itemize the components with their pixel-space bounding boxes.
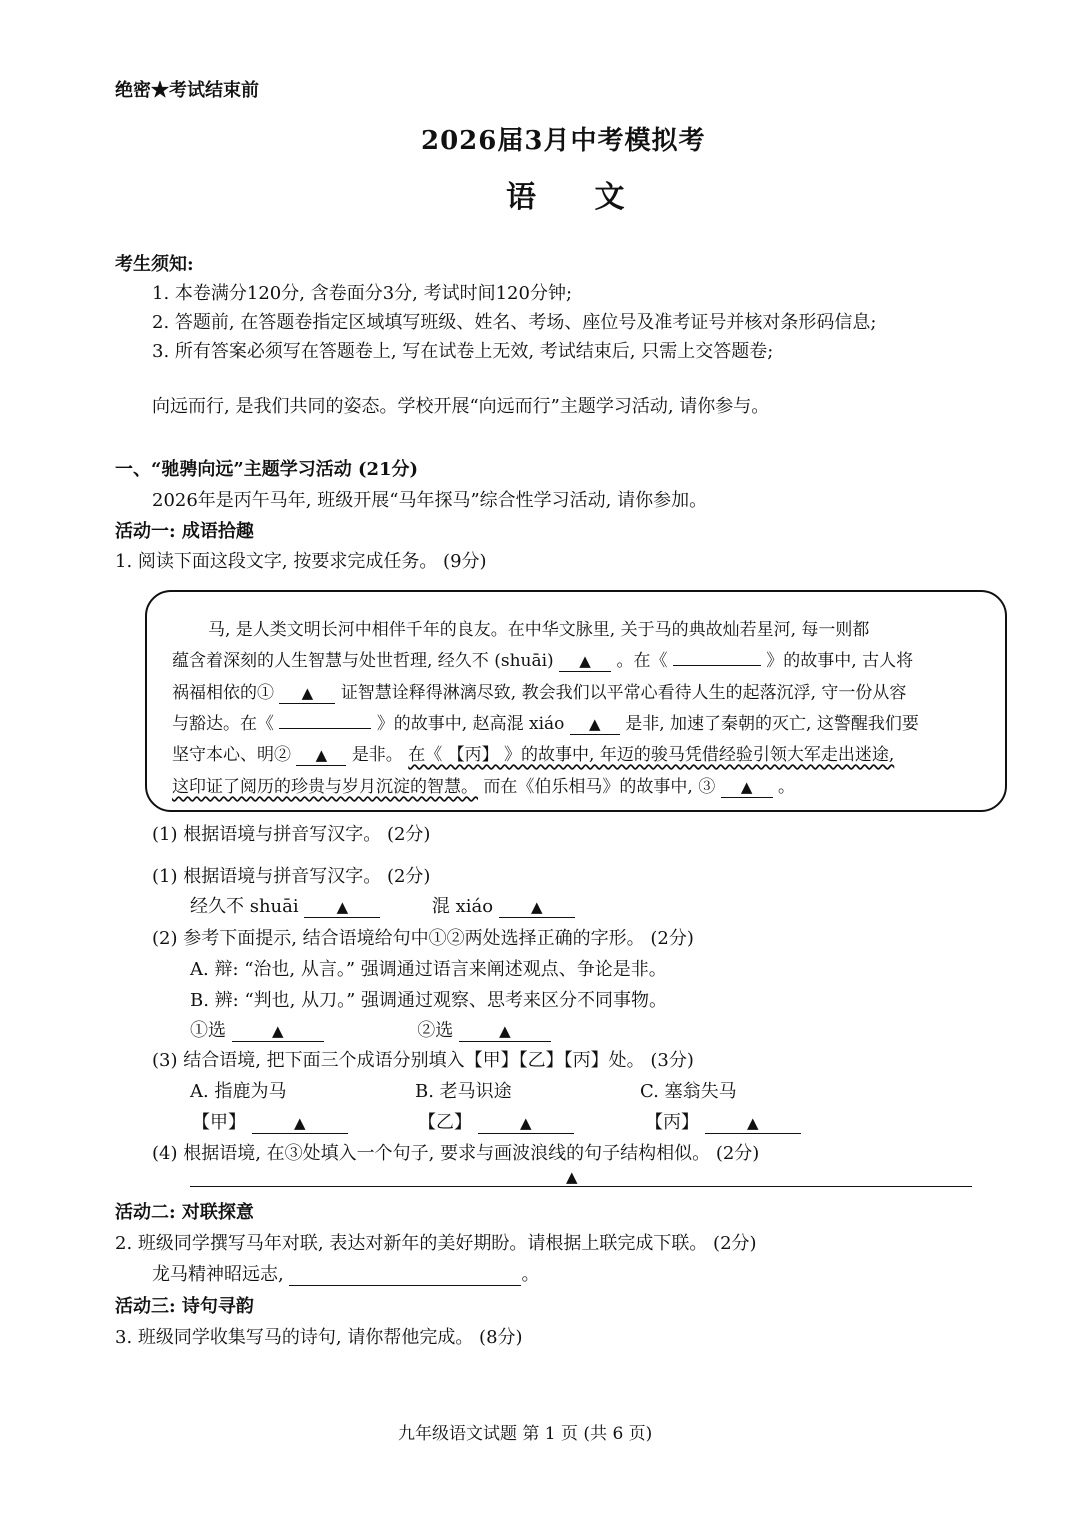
- answer-row-choice: ①选 ▲ ②选 ▲: [190, 1016, 551, 1042]
- activity2-title: 活动二: 对联探意: [115, 1202, 254, 1223]
- question-1-1-repeat: (1) 根据语境与拼音写汉字。 (2分): [152, 866, 431, 887]
- subject-title: 语 文: [506, 180, 649, 215]
- question-1-3: (3) 结合语境, 把下面三个成语分别填入【甲】【乙】【丙】处。 (3分): [152, 1050, 694, 1071]
- activity1-title: 活动一: 成语拾趣: [115, 521, 254, 542]
- answer-blank-couplet: [289, 1265, 521, 1286]
- instruction-item: 1. 本卷满分120分, 含卷面分3分, 考试时间120分钟;: [152, 283, 573, 304]
- couplet-row: 龙马精神昭远志, 。: [152, 1264, 540, 1285]
- wavy-sentence: 在《 【丙】 》的故事中, 年迈的骏马凭借经验引领大军走出迷途,: [408, 745, 895, 765]
- instruction-item: 2. 答题前, 在答题卷指定区域填写班级、姓名、考场、座位号及准考证号并核对条形码信息;: [152, 312, 877, 333]
- question-1: 1. 阅读下面这段文字, 按要求完成任务。 (9分): [115, 551, 487, 572]
- secret-label: 绝密★考试结束前: [115, 80, 259, 101]
- question-1-2: (2) 参考下面提示, 结合语境给句中①②两处选择正确的字形。 (2分): [152, 928, 694, 949]
- question-3: 3. 班级同学收集写马的诗句, 请你帮他完成。 (8分): [115, 1327, 523, 1348]
- passage-line-6: 这印证了阅历的珍贵与岁月沉淀的智慧。 而在《伯乐相马》的故事中, ③ ▲ 。: [172, 777, 796, 797]
- idiom-option-b: B. 老马识途: [415, 1081, 512, 1102]
- page-footer: 九年级语文试题 第 1 页 (共 6 页): [398, 1424, 653, 1444]
- option-b-bian: B. 辨: “判也, 从刀。” 强调通过观察、思考来区分不同事物。: [190, 990, 668, 1011]
- section1-intro: 2026年是丙午马年, 班级开展“马年探马”综合性学习活动, 请你参加。: [152, 490, 708, 511]
- answer-blank-yi: ▲: [478, 1113, 574, 1134]
- blank-3: ▲: [721, 778, 773, 798]
- question-2: 2. 班级同学撰写马年对联, 表达对新年的美好期盼。请根据上联完成下联。 (2分): [115, 1233, 757, 1254]
- passage-line-1: 马, 是人类文明长河中相伴千年的良友。在中华文脉里, 关于马的典故灿若星河, 每一则都: [208, 620, 870, 640]
- section1-heading: 一、“驰骋向远”主题学习活动 (21分): [115, 459, 419, 480]
- answer-row-pinyin: 经久不 shuāi ▲ 混 xiáo ▲: [190, 892, 575, 918]
- answer-row-idioms: 【甲】 ▲: [192, 1108, 348, 1134]
- blank-shuai: ▲: [559, 652, 611, 672]
- answer-blank-choice-1: ▲: [232, 1021, 324, 1042]
- answer-blank-jia: ▲: [252, 1113, 348, 1134]
- answer-row-bing: 【丙】 ▲: [645, 1108, 801, 1134]
- idiom-option-c: C. 塞翁失马: [640, 1081, 737, 1102]
- answer-blank-choice-2: ▲: [459, 1021, 551, 1042]
- answer-blank-shuai: ▲: [304, 897, 380, 918]
- question-1-1: (1) 根据语境与拼音写汉字。 (2分): [152, 824, 431, 845]
- answer-line-q4: [190, 1186, 972, 1187]
- answer-blank-bing: ▲: [705, 1113, 801, 1134]
- question-1-4: (4) 根据语境, 在③处填入一个句子, 要求与画波浪线的句子结构相似。 (2分): [152, 1143, 760, 1164]
- answer-row-yi: 【乙】 ▲: [418, 1108, 574, 1134]
- option-a-bian: A. 辩: “治也, 从言。” 强调通过语言来阐述观点、争论是非。: [190, 959, 667, 980]
- passage-line-2: 蕴含着深刻的人生智慧与处世哲理, 经久不 (shuāi) ▲ 。在《 》的故事中, 古人将: [172, 651, 914, 671]
- instruction-item: 3. 所有答案必须写在答题卷上, 写在试卷上无效, 考试结束后, 只需上交答题卷;: [152, 341, 774, 362]
- blank-xiao: ▲: [570, 715, 620, 735]
- idiom-option-a: A. 指鹿为马: [190, 1081, 287, 1102]
- instructions-heading: 考生须知:: [115, 254, 194, 275]
- exam-title: 2026届3月中考模拟考: [421, 126, 706, 156]
- answer-blank-xiao: ▲: [499, 897, 575, 918]
- passage-line-3: 祸福相依的① ▲ 证智慧诠释得淋漓尽致, 教会我们以平常心看待人生的起落沉浮, 守一份从容: [172, 683, 907, 703]
- blank-jia: [673, 665, 761, 666]
- answer-mark-3: ▲: [566, 1168, 578, 1186]
- passage-line-4: 与豁达。在《 》的故事中, 赵高混 xiáo ▲ 是非, 加速了秦朝的灭亡, 这警醒我们要: [172, 714, 919, 734]
- activity3-title: 活动三: 诗句寻韵: [115, 1296, 254, 1317]
- passage-line-5: 坚守本心、明② ▲ 是非。 在《 【丙】 》的故事中, 年迈的骏马凭借经验引领大军走出迷途,: [172, 745, 895, 765]
- blank-1: ▲: [279, 684, 335, 704]
- blank-2: ▲: [296, 746, 346, 766]
- intro-text: 向远而行, 是我们共同的姿态。学校开展“向远而行”主题学习活动, 请你参与。: [152, 396, 770, 417]
- wavy-sentence-end: 这印证了阅历的珍贵与岁月沉淀的智慧。: [172, 777, 478, 797]
- blank-yi: [279, 728, 371, 729]
